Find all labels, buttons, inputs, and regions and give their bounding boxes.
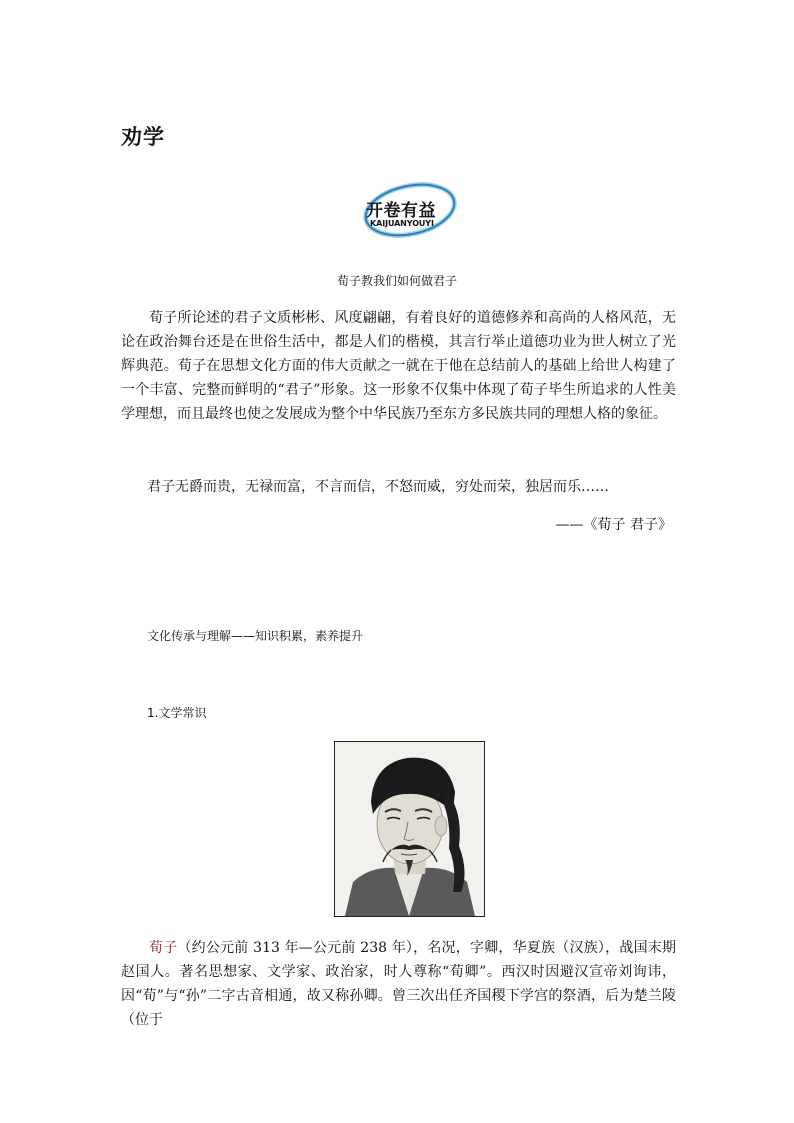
logo-main-text: 开卷有益 bbox=[366, 201, 436, 221]
logo-sub-text: KAIJUANYOUYI bbox=[370, 219, 434, 228]
culture-heading: 文化传承与理解——知识积累，素养提升 bbox=[147, 629, 364, 643]
xunzi-portrait bbox=[334, 741, 485, 917]
xunzi-name: 荀子 bbox=[149, 940, 178, 956]
xunzi-bio-text: （约公元前 313 年—公元前 238 年），名况，字卿，华夏族（汉族），战国末期赵国人。著名思想家、文学家、政治家，时人尊称“荀卿”。西汉时因避汉宣帝刘询讳，因“荀”与“孙”二字古音相通，故又称孙卿。曾三次出任齐国稷下学宫的祭酒，后为楚兰陵（位于 bbox=[121, 940, 676, 1028]
quote-text: 君子无爵而贵，无禄而富，不言而信，不怒而威，穷处而荣，独居而乐…… bbox=[147, 479, 609, 495]
xunzi-bio-paragraph bbox=[121, 936, 676, 1032]
intro-paragraph: 荀子所论述的君子文质彬彬、风度翩翩，有着良好的道德修养和高尚的人格风范，无论在政治舞台还是在世俗生活中，都是人们的楷模，其言行举止道德功业为世人树立了光辉典范。荀子在思想文化方面的伟大贡献之一就在于他在总结前人的基础上给世人构建了一个丰富、完整而鲜明的“君子”形象。这一形象不仅集中体现了荀子毕生所追求的人性美学理想，而且最终也使之发展成为整个中华民族乃至东方多民族共同的理想人格的象征。 bbox=[121, 310, 676, 422]
page-title: 劝学 bbox=[121, 124, 165, 149]
literature-knowledge-heading: 1.文学常识 bbox=[147, 706, 207, 720]
kaijuanyouyi-logo bbox=[360, 180, 460, 244]
reading-heading: 荀子教我们如何做君子 bbox=[336, 274, 457, 288]
quote-source: ——《荀子 君子》 bbox=[555, 517, 672, 533]
